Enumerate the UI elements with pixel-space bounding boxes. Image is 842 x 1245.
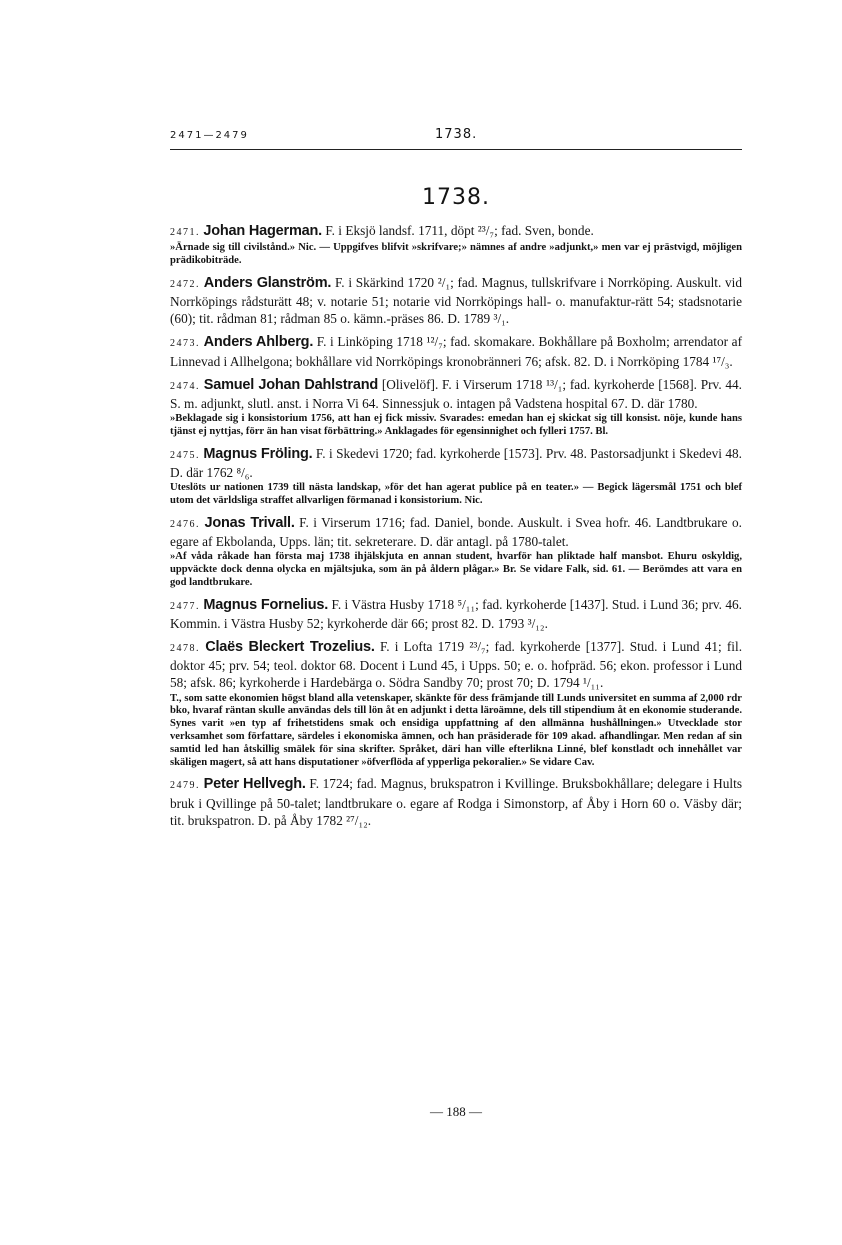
entry-2478 <box>170 638 742 769</box>
entry-number: 2477. <box>170 600 200 612</box>
person-name: Anders Glanström. <box>203 274 332 291</box>
entry-number: 2472. <box>170 278 200 290</box>
entry-text: F. i Lofta 1719 ²³/₇; fad. kyrkoherde [1377]. Stud. i Lund 41; fil. doktor 45; prv. 54; teol. doktor 68. Docent i Lund 45, i Upps. 50; e. o. hofpräd. 56; ekon. professor i Lund 58; afsk. 86; kyrkoherde i Hardebärga o. Södra Sandby 70; prost 70; D. 1794 ¹/₁₁. <box>170 639 743 691</box>
person-name: Anders Ahlberg. <box>203 334 314 351</box>
entry-text: F. i Virserum 1716; fad. Daniel, bonde. Auskult. i Svea hofr. 46. Landtbrukare o. egare af Ekbolanda, Upps. län; tit. sekreterare. D. där antagl. på 1780-talet. <box>170 514 743 550</box>
person-name: Johan Hagerman. <box>203 223 322 239</box>
entry-note: T., som satte ekonomien högst bland alla vetenskaper, skänkte för dess främjande till Lunds universitet en summa af 2,000 rdr bko, hvaraf räntan skulle användas dels till lön åt en adjunkt i detta läroämne, dels till stipendium åt en ekonomie studerande. Synes varit »en typ af frihetstidens smak och ensidiga uppfattning af den allmänna hushållningen.» Utvecklade stor verksamhet som författare, särdeles i ekonomiska ämnen, och han präsiderade för 109 akad. afhandlingar. Men redan af sin samtid led han åtskillig smälek för sina skrifter. Språket, däri han ville efterlikna Linné, blef konstladt och innehållet var skäligen magert, så att hans disputationer »öfverflöda af ypperliga pekoralier.» Se vidare Cav. <box>170 692 742 768</box>
entry-number: 2474. <box>170 380 200 392</box>
entry-note: »Af våda råkade han första maj 1738 ihjälskjuta en annan student, hvarför han pliktade half mansbot. Ehuru oskyldig, uppväckte dock denna olycka en mjältsjuka, som än på åldern plågar.» Br. Se vidare Falk, sid. 61. — Berömdes att vara en god landtbrukare. <box>170 551 742 588</box>
entry-list <box>170 222 742 835</box>
entry-range: 2471—2479 <box>170 130 249 141</box>
entry-2476 <box>170 514 742 590</box>
person-name: Magnus Fröling. <box>203 445 313 462</box>
page-number: — 188 — <box>430 1104 482 1119</box>
entry-text: F. i Skärkind 1720 ²/₁; fad. Magnus, tullskrifvare i Norrköping. Auskult. vid Norrköpings rådsturätt 48; v. notarie 51; notarie vid Norrköpings hall- o. manufaktur-rätt 54; stadsnotarie (60); tit. rådman 81; rådman 85 o. kämn.-präses 86. D. 1789 ³/₁. <box>170 274 742 327</box>
entry-2474 <box>170 376 742 439</box>
entry-note: »Ärnade sig till civilstånd.» Nic. — Uppgifves blifvit »skrifvare;» nämnes af andre »adjunkt,» men var ej prästvigd, möjligen prädikobiträde. <box>170 242 742 266</box>
entry-text: F. i Linköping 1718 ¹²/₇; fad. skomakare. Bokhållare på Boxholm; arrendator af Linnevad i Allhelgona; bokhållare vid Norrköpings kronobränneri 76; afsk. 82. D. i Norrköping 1784 ¹⁷/₃. <box>170 334 743 369</box>
entry-text: F. i Eksjö landsf. 1711, döpt ²³/₇; fad. Sven, bonde. <box>325 223 594 238</box>
person-name: Samuel Johan Dahlstrand <box>203 376 379 393</box>
entry-number: 2473. <box>170 338 200 350</box>
entry-2477 <box>170 596 742 632</box>
entry-2479 <box>170 775 742 829</box>
entry-2473 <box>170 333 742 369</box>
entry-note: Uteslöts ur nationen 1739 till nästa landskap, »för det han agerat publice på en teater.» — Begick lägersmål 1751 och blef utom det världsliga straffet allvarligen förmanad i konsistorium. Nic. <box>170 482 742 507</box>
page-title: 1738. <box>422 185 490 210</box>
entry-number: 2476. <box>170 518 200 530</box>
entry-text: F. i Västra Husby 1718 ⁵/₁₁; fad. kyrkoherde [1437]. Stud. i Lund 36; prv. 46. Kommin. i Västra Husby 52; kyrkoherde där 66; prost 82. D. 1793 ³/₁₂. <box>170 596 743 631</box>
person-name: Peter Hellvegh. <box>203 776 306 793</box>
person-name: Jonas Trivall. <box>204 514 295 531</box>
person-name: Claës Bleckert Trozelius. <box>205 639 375 656</box>
entry-text: [Olivelöf]. F. i Virserum 1718 ¹³/₁; fad. kyrkoherde [1568]. Prv. 44. S. m. adjunkt, slutl. anst. i Norra Vi 64. Sinnessjuk o. intagen på Vadstena hospital 67. D. där 1780. <box>170 376 742 412</box>
person-name: Magnus Fornelius. <box>203 596 329 613</box>
entry-2471 <box>170 222 742 268</box>
entry-note: »Beklagade sig i konsistorium 1756, att han ej fick missiv. Svarades: emedan han ej skickat sig till konsist. nöje, kunde hans tjänst ej nyttjas, förr än han visat förbättring.» Anklagades för egensinnighet och fylleri 1757. Bl. <box>170 413 742 438</box>
entry-2475 <box>170 445 742 508</box>
entry-2472 <box>170 274 742 328</box>
entry-text: F. i Skedevi 1720; fad. kyrkoherde [1573]. Prv. 48. Pastorsadjunkt i Skedevi 48. D. där 1762 ⁸/₆. <box>170 445 743 481</box>
running-head <box>170 127 742 150</box>
entry-text: F. 1724; fad. Magnus, brukspatron i Kvillinge. Bruksbokhållare; delegare i Hults bruk i Qvillinge på 50-talet; landtbrukare o. egare af Rodga i Simonstorp, af Åby i Horn 60 o. Väsby där; tit. brukspatron. D. på Åby 1782 ²⁷/₁₂. <box>170 776 742 828</box>
entry-number: 2478. <box>170 643 200 655</box>
entry-number: 2475. <box>170 449 200 461</box>
running-head-year: 1738. <box>435 127 478 142</box>
entry-number: 2471. <box>170 227 200 238</box>
entry-number: 2479. <box>170 780 200 792</box>
